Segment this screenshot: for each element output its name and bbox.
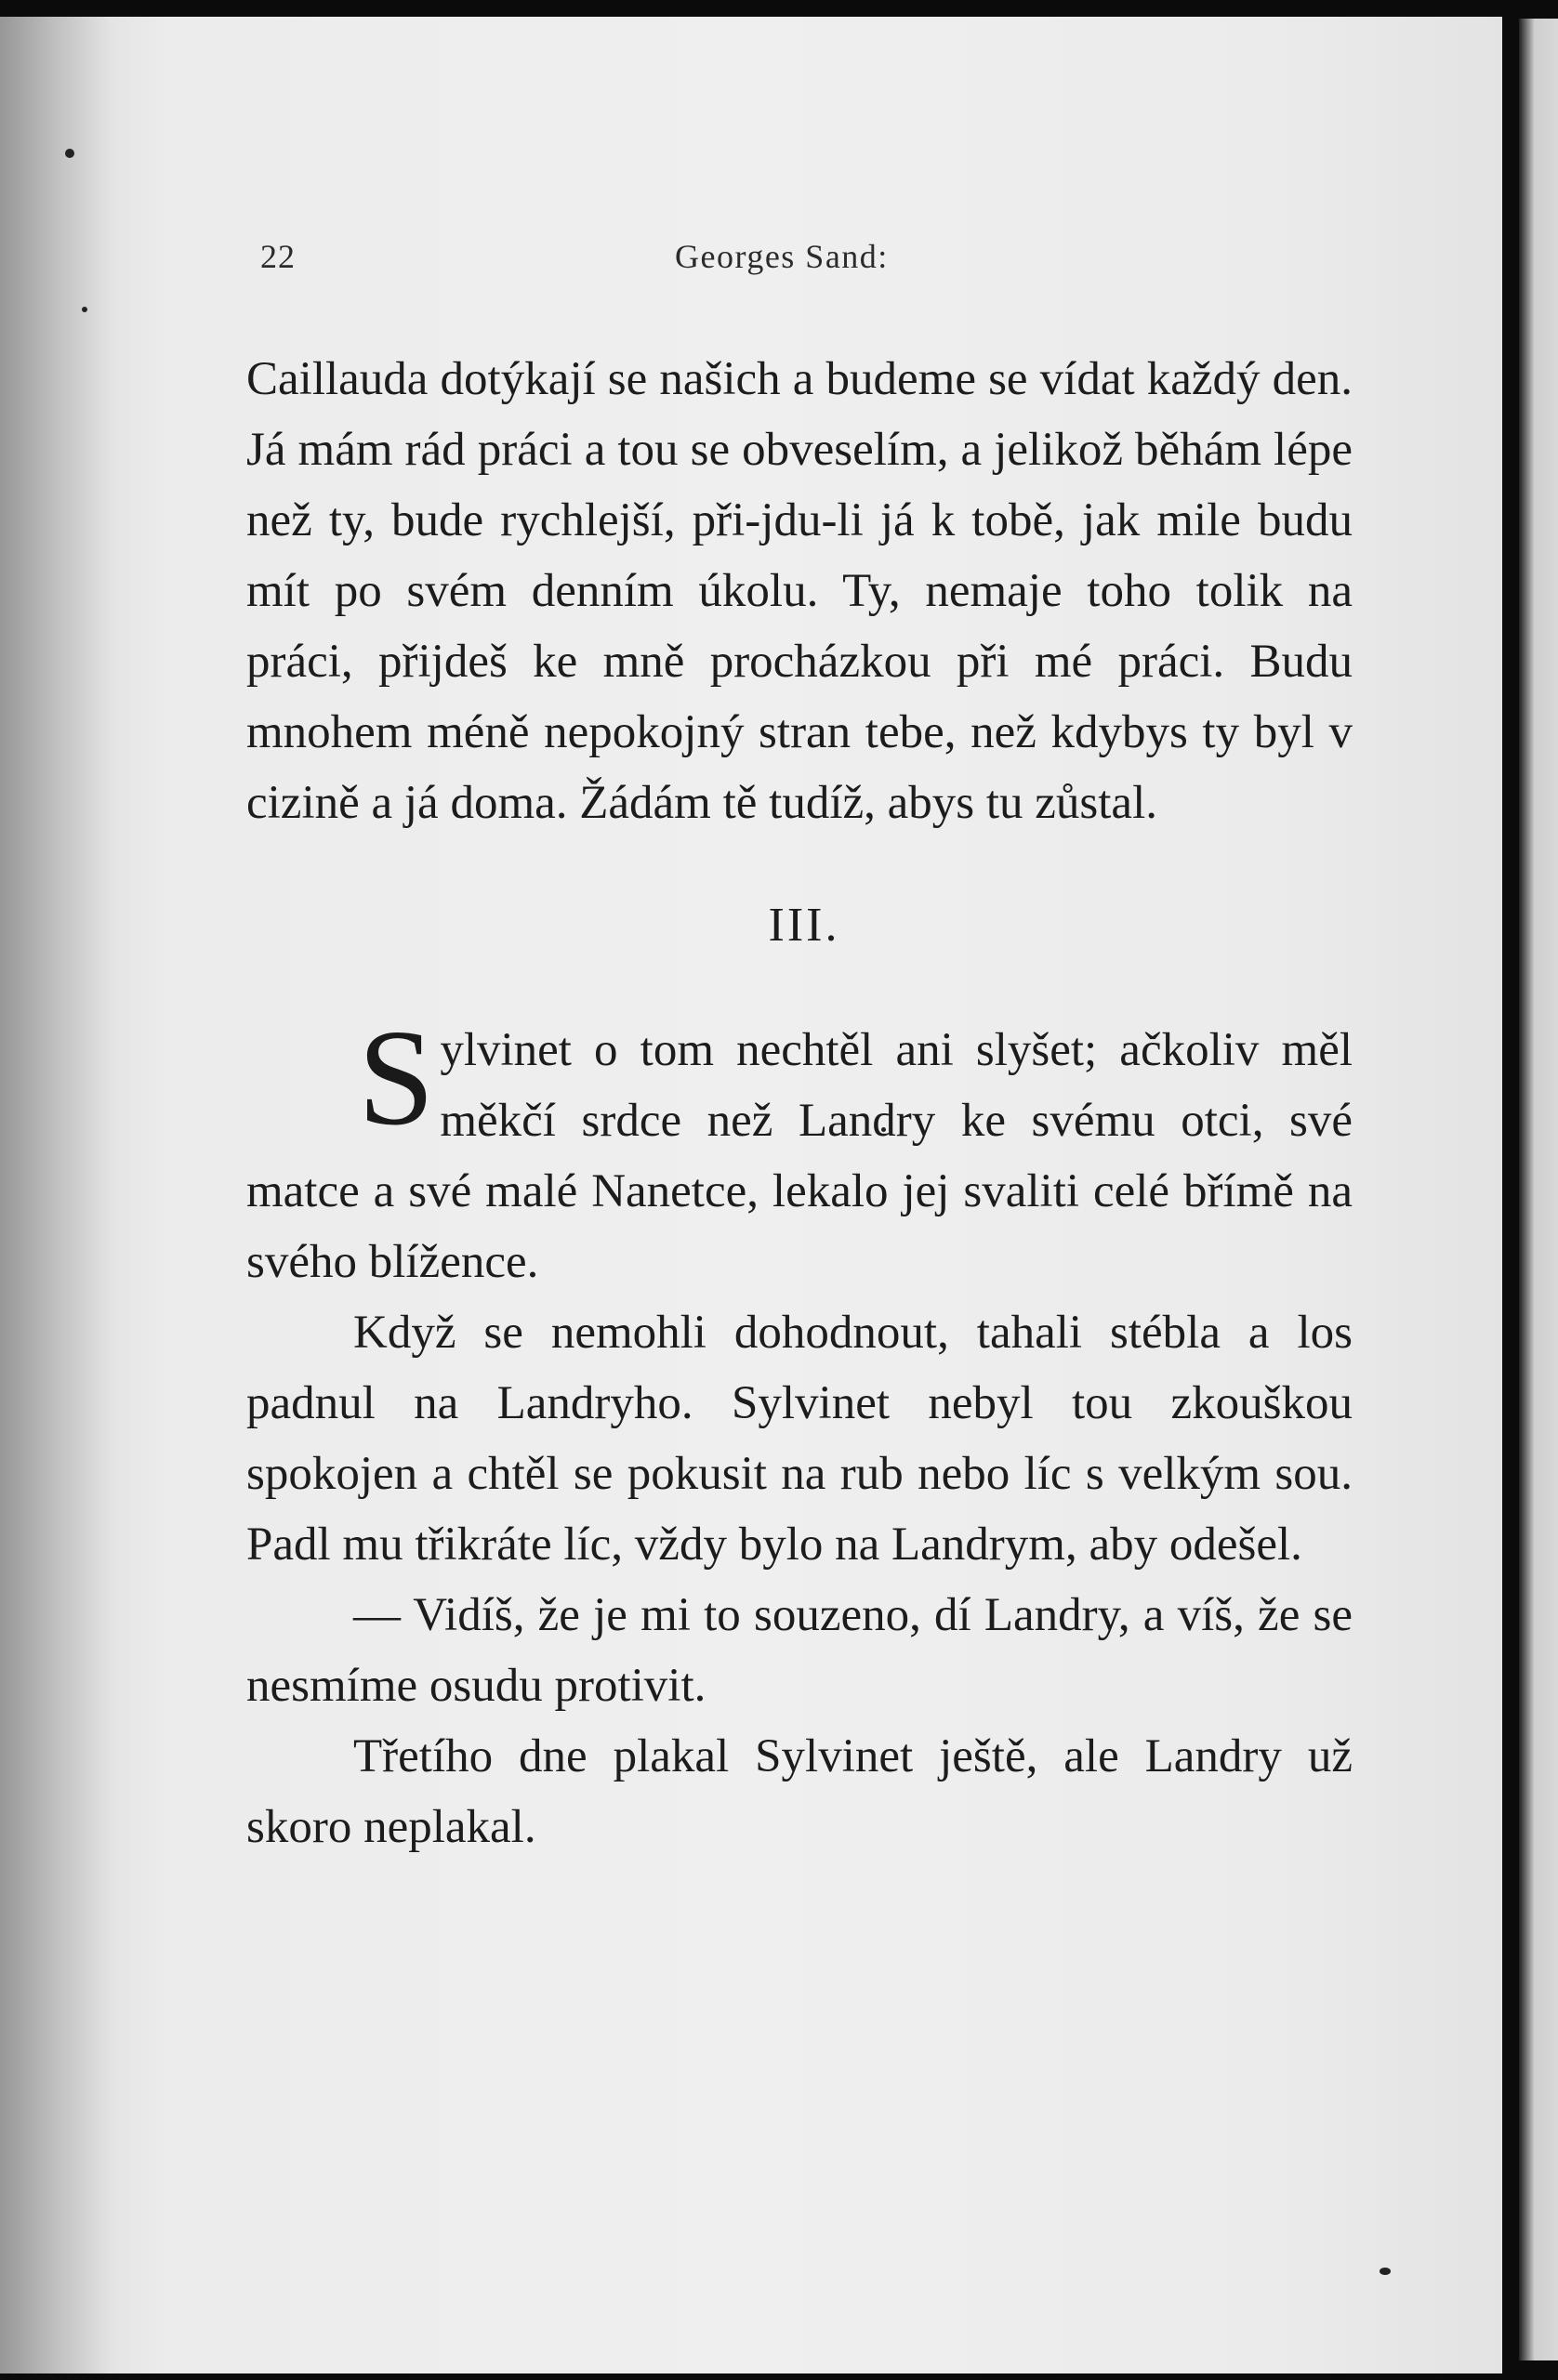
chapter-first-paragraph (246, 1002, 1353, 1297)
drop-cap: S (358, 1002, 435, 1154)
chapter-first-paragraph-text: ylvinet o tom nechtěl ani slyšet; ačkoliv měl měkčí srdce než Landry ke svému otci, své matce a své malé Nanetce, lekalo jej svaliti celé břímě na svého blížence. (246, 1024, 1353, 1288)
chapter-heading: III. (768, 899, 840, 952)
body-paragraph: Třetího dne plakal Sylvinet ještě, ale Landry už skoro neplakal. (246, 1730, 1353, 1853)
gutter-shadow (0, 17, 112, 2373)
dust-speck (1380, 2268, 1391, 2275)
continuation-paragraph: Caillauda dotýkají se našich a budeme se vídat každý den. Já mám rád práci a tou se obveselím, a jelikož běhám lépe než ty, bude rychlejší, při-jdu-li já k tobě, jak mile budu mít po svém denním úkolu. Ty, nemaje toho tolik na práci, přijdeš ke mně procházkou při mé práci. Budu mnohem méně nepokojný stran tebe, než kdybys ty byl v cizině a já doma. Žádám tě tudíž, abys tu zůstal. (246, 353, 1353, 829)
dust-speck (82, 307, 87, 312)
page-number: 22 (260, 238, 296, 275)
body-paragraph: Když se nemohli dohodnout, tahali stébla a los padnul na Landryho. Sylvinet nebyl tou zkouškou spokojen a chtěl se pokusit na rub nebo líc s velkým sou. Padl mu třikráte líc, vždy bylo na Landrym, aby odešel. (246, 1307, 1353, 1571)
running-title: Georges Sand: (675, 238, 889, 275)
dialogue-paragraph: — Vidíš, že je mi to souzeno, dí Landry, a víš, že se nesmíme osudu protivit. (246, 1589, 1353, 1712)
page-text (246, 344, 1353, 1862)
page-header (260, 237, 1357, 283)
dust-speck (65, 149, 74, 158)
next-page-edge (1519, 19, 1558, 2360)
